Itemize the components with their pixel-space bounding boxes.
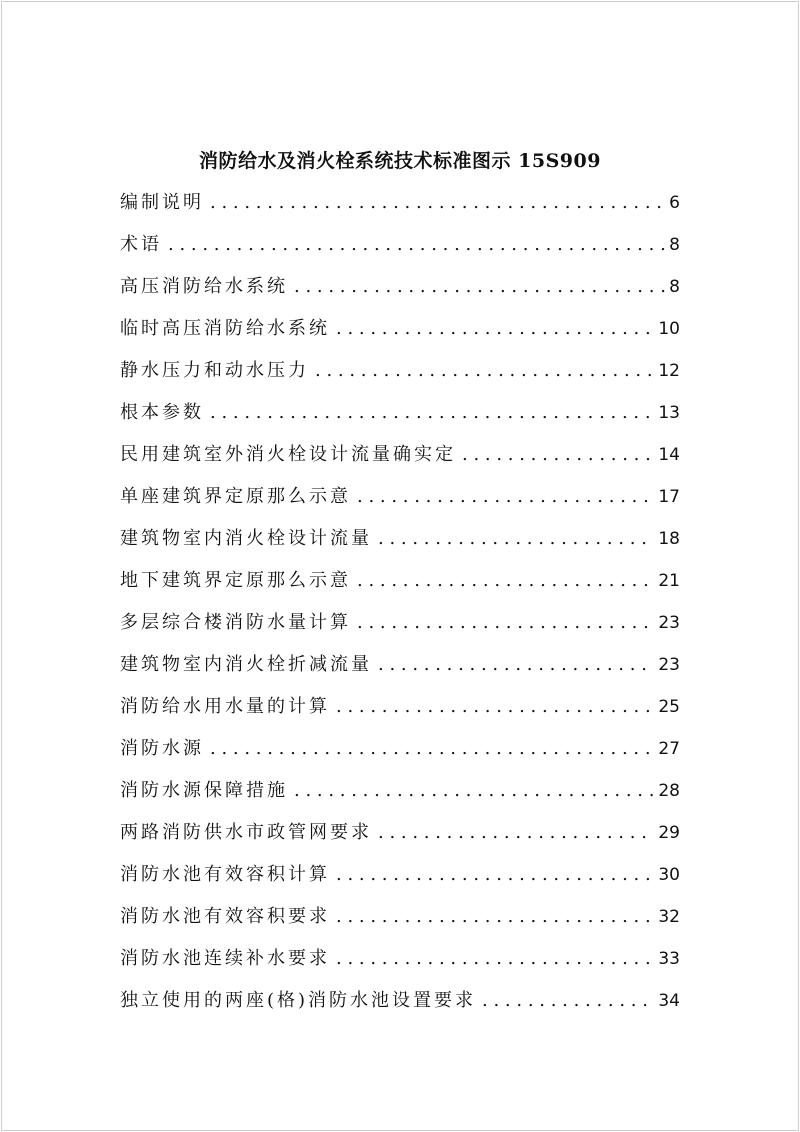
toc-entry xyxy=(120,400,680,442)
toc-entry-page: 28 xyxy=(658,781,680,801)
toc-entry-page: 29 xyxy=(658,823,680,843)
toc-entry xyxy=(120,568,680,610)
toc-entry-page: 34 xyxy=(658,991,680,1011)
toc-entry xyxy=(120,442,680,484)
toc-entry xyxy=(120,526,680,568)
toc-entry-page: 12 xyxy=(658,361,680,381)
toc-entry-title: 单座建筑界定原那么示意 xyxy=(120,486,351,507)
toc-entry xyxy=(120,484,680,526)
toc-leader xyxy=(357,568,654,594)
toc-leader xyxy=(482,988,654,1014)
toc-entry-title: 独立使用的两座(格)消防水池设置要求 xyxy=(120,990,477,1011)
toc-entry-page: 8 xyxy=(669,235,680,255)
toc-entry xyxy=(120,988,680,1030)
toc-entry-title: 消防水池有效容积要求 xyxy=(120,906,330,927)
toc-entry-title: 消防水池有效容积计算 xyxy=(120,864,330,885)
toc-leader xyxy=(315,358,654,384)
toc-entry-page: 25 xyxy=(658,697,680,717)
toc-entry-page: 30 xyxy=(658,865,680,885)
toc-entry-title: 根本参数 xyxy=(120,402,204,423)
toc-entry xyxy=(120,736,680,778)
toc-entry-page: 17 xyxy=(658,487,680,507)
toc-entry xyxy=(120,946,680,988)
toc-entry-title: 静水压力和动水压力 xyxy=(120,360,309,381)
toc-entry xyxy=(120,274,680,316)
toc-entry xyxy=(120,862,680,904)
table-of-contents xyxy=(120,190,680,1030)
toc-leader xyxy=(336,694,654,720)
toc-leader xyxy=(336,946,654,972)
toc-leader xyxy=(336,862,654,888)
toc-entry-page: 21 xyxy=(658,571,680,591)
toc-entry-page: 14 xyxy=(658,445,680,465)
toc-leader xyxy=(336,316,654,342)
toc-leader xyxy=(378,526,654,552)
toc-leader xyxy=(210,736,654,762)
toc-entry-title: 高压消防给水系统 xyxy=(120,276,288,297)
toc-entry xyxy=(120,694,680,736)
toc-leader xyxy=(168,232,665,258)
toc-entry-title: 建筑物室内消火栓折减流量 xyxy=(120,654,372,675)
toc-entry-title: 消防水源保障措施 xyxy=(120,780,288,801)
toc-leader xyxy=(462,442,654,468)
toc-entry-page: 23 xyxy=(658,655,680,675)
toc-entry xyxy=(120,652,680,694)
toc-entry xyxy=(120,610,680,652)
toc-entry-title: 消防水源 xyxy=(120,738,204,759)
toc-entry-page: 13 xyxy=(658,403,680,423)
toc-entry xyxy=(120,190,680,232)
toc-leader xyxy=(294,274,665,300)
toc-leader xyxy=(357,484,654,510)
toc-entry-title: 两路消防供水市政管网要求 xyxy=(120,822,372,843)
toc-entry xyxy=(120,904,680,946)
toc-entry-page: 32 xyxy=(658,907,680,927)
toc-entry xyxy=(120,316,680,358)
toc-entry-title: 建筑物室内消火栓设计流量 xyxy=(120,528,372,549)
toc-leader xyxy=(294,778,654,804)
toc-entry xyxy=(120,778,680,820)
toc-entry-title: 地下建筑界定原那么示意 xyxy=(120,570,351,591)
toc-entry-title: 消防给水用水量的计算 xyxy=(120,696,330,717)
toc-entry xyxy=(120,820,680,862)
toc-entry-title: 临时高压消防给水系统 xyxy=(120,318,330,339)
toc-entry-title: 编制说明 xyxy=(120,192,204,213)
toc-entry-title: 多层综合楼消防水量计算 xyxy=(120,612,351,633)
toc-leader xyxy=(378,652,654,678)
toc-entry-page: 27 xyxy=(658,739,680,759)
toc-entry xyxy=(120,232,680,274)
toc-entry-page: 8 xyxy=(669,277,680,297)
toc-entry-page: 18 xyxy=(658,529,680,549)
toc-entry xyxy=(120,358,680,400)
toc-leader xyxy=(336,904,654,930)
toc-entry-page: 6 xyxy=(669,193,680,213)
toc-entry-page: 10 xyxy=(658,319,680,339)
toc-entry-title: 民用建筑室外消火栓设计流量确实定 xyxy=(120,444,456,465)
toc-entry-page: 33 xyxy=(658,949,680,969)
toc-entry-title: 术语 xyxy=(120,234,162,255)
toc-entry-page: 23 xyxy=(658,613,680,633)
toc-entry-title: 消防水池连续补水要求 xyxy=(120,948,330,969)
toc-leader xyxy=(378,820,654,846)
toc-leader xyxy=(210,400,654,426)
toc-leader xyxy=(357,610,654,636)
toc-leader xyxy=(210,190,665,216)
document-title: 消防给水及消火栓系统技术标准图示 15S909 xyxy=(199,150,601,172)
